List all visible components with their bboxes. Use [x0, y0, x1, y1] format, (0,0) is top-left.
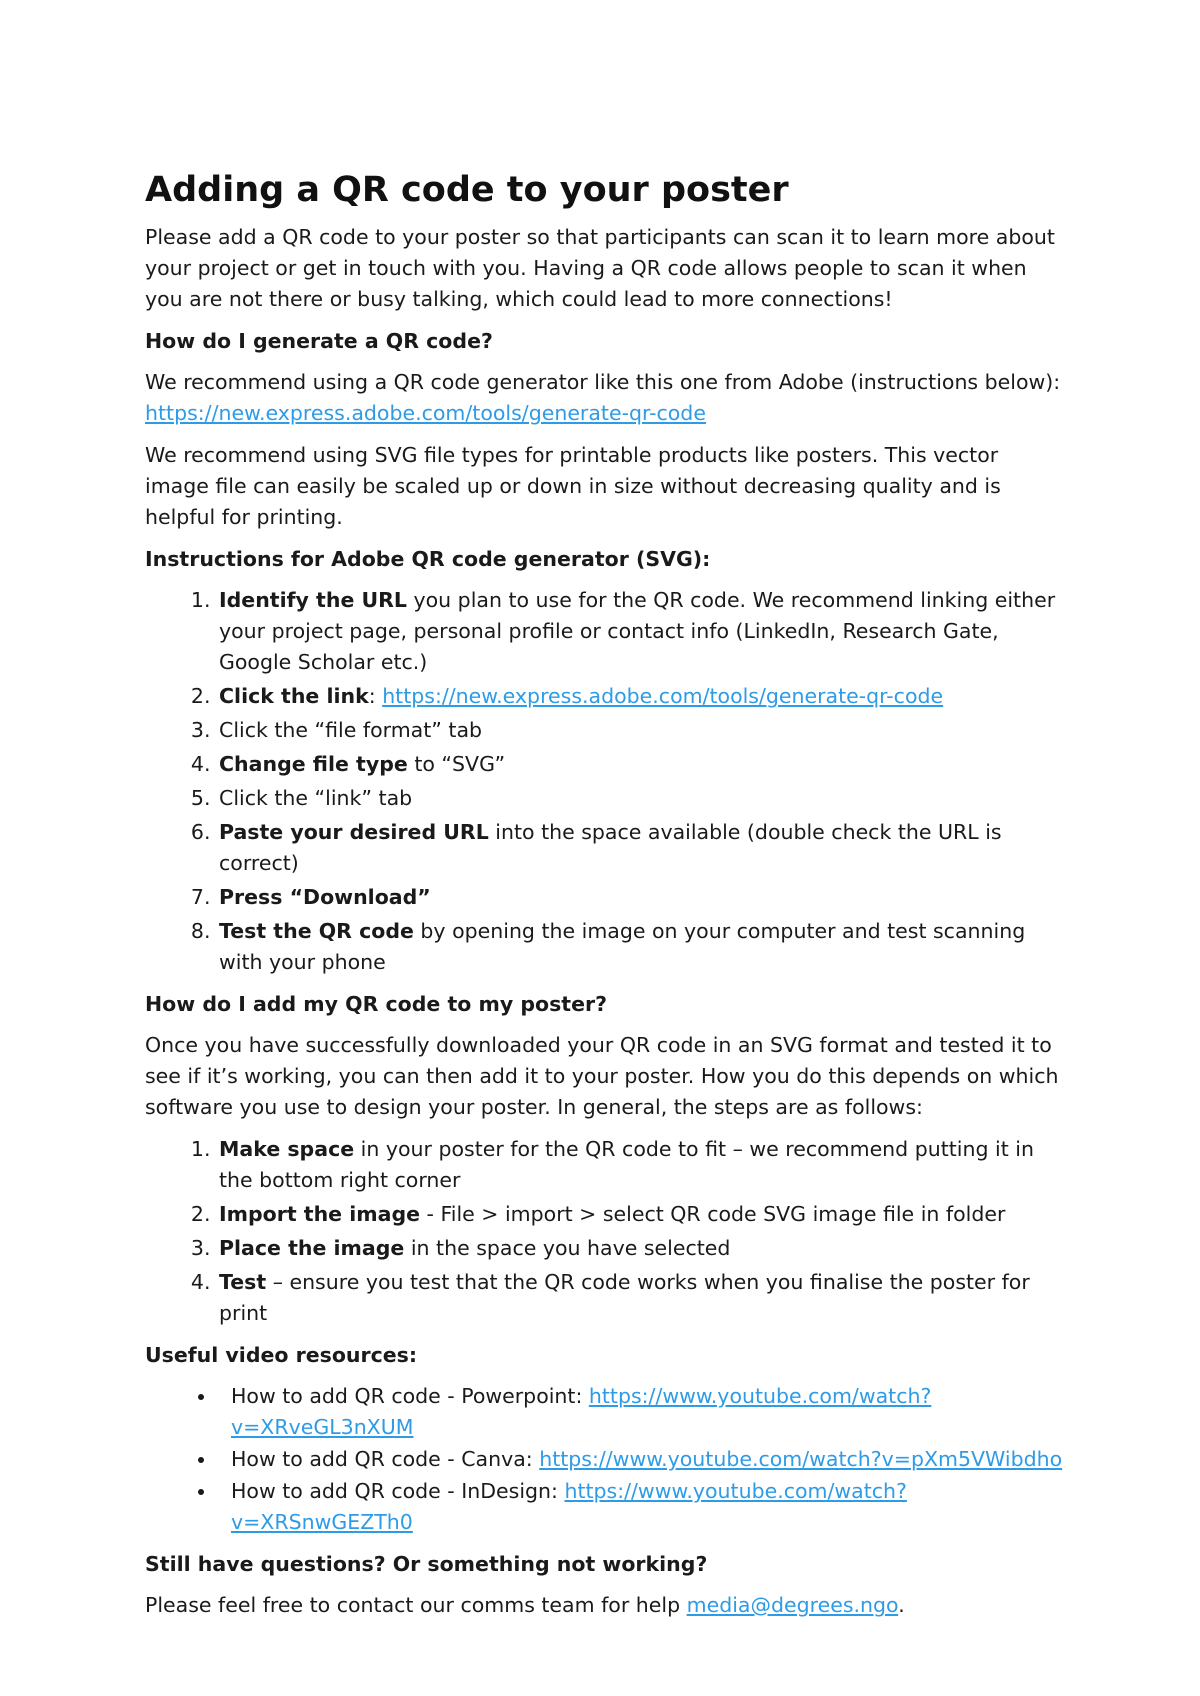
list-item	[217, 749, 1065, 780]
add-steps-list	[145, 1134, 1065, 1329]
list-item	[217, 1381, 1065, 1443]
step-text: into the space available (double check the URL is correct)	[219, 820, 1002, 875]
adobe-generator-link[interactable]: https://new.express.adobe.com/tools/generate-qr-code	[145, 401, 706, 425]
document-page	[145, 168, 1065, 1632]
list-item	[217, 681, 1065, 712]
svg-note-paragraph: We recommend using SVG file types for printable products like posters. This vector image file can easily be scaled up or down in size without decreasing quality and is helpful for printing.	[145, 443, 1001, 529]
video-link-powerpoint[interactable]: https://www.youtube.com/watch?v=XRveGL3nXUM	[231, 1384, 932, 1439]
video-label: How to add QR code - InDesign:	[231, 1479, 565, 1503]
list-item	[217, 1199, 1065, 1230]
step-bold: Click the link	[219, 684, 369, 708]
list-item	[217, 882, 1065, 913]
video-link-indesign[interactable]: https://www.youtube.com/watch?v=XRSnwGEZTh0	[231, 1479, 907, 1534]
step-text: you plan to use for the QR code. We recommend linking either your project page, personal profile or contact info (LinkedIn, Research Gate, Google Scholar etc.)	[219, 588, 1056, 674]
list-item	[217, 1444, 1065, 1475]
list-item	[217, 1233, 1065, 1264]
step-bold: Test the QR code	[219, 919, 414, 943]
generate-heading: How do I generate a QR code?	[145, 329, 493, 353]
step-text: Click the “file format” tab	[219, 718, 483, 742]
instructions-list	[145, 585, 1065, 978]
recommend-paragraph	[145, 367, 1065, 429]
step-bold: Identify the URL	[219, 588, 407, 612]
add-heading: How do I add my QR code to my poster?	[145, 992, 608, 1016]
video-label: How to add QR code - Powerpoint:	[231, 1384, 589, 1408]
step-text: – ensure you test that the QR code works when you finalise the poster for print	[219, 1270, 1030, 1325]
step-bold: Change file type	[219, 752, 408, 776]
videos-list	[145, 1381, 1065, 1538]
step-bold: Press “Download”	[219, 885, 431, 909]
step-text: in your poster for the QR code to fit – we recommend putting it in the bottom right corner	[219, 1137, 1034, 1192]
email-link[interactable]: media@degrees.ngo	[686, 1593, 899, 1617]
list-item	[217, 1134, 1065, 1196]
step-text: in the space you have selected	[404, 1236, 731, 1260]
questions-text: Please feel free to contact our comms team for help	[145, 1593, 687, 1617]
page-title: Adding a QR code to your poster	[145, 170, 789, 210]
list-item	[217, 783, 1065, 814]
list-item	[217, 585, 1065, 678]
list-item	[217, 1476, 1065, 1538]
list-item	[217, 1267, 1065, 1329]
list-item	[217, 916, 1065, 978]
instructions-heading: Instructions for Adobe QR code generator (SVG):	[145, 547, 711, 571]
step-bold: Test	[219, 1270, 267, 1294]
videos-heading: Useful video resources:	[145, 1343, 418, 1367]
questions-paragraph	[145, 1590, 1065, 1621]
step-text: - File > import > select QR code SVG image file in folder	[420, 1202, 1006, 1226]
step-bold: Place the image	[219, 1236, 405, 1260]
step-bold: Paste your desired URL	[219, 820, 489, 844]
add-intro-paragraph: Once you have successfully downloaded your QR code in an SVG format and tested it to see if it’s working, you can then add it to your poster. How you do this depends on which software you use to design your poster. In general, the steps are as follows:	[145, 1033, 1059, 1119]
step-text: by opening the image on your computer and test scanning with your phone	[219, 919, 1026, 974]
list-item	[217, 715, 1065, 746]
recommend-text: We recommend using a QR code generator like this one from Adobe (instructions below):	[145, 370, 1061, 394]
step-text: to “SVG”	[407, 752, 506, 776]
step-bold: Make space	[219, 1137, 355, 1161]
step-bold: Import the image	[219, 1202, 421, 1226]
video-label: How to add QR code - Canva:	[231, 1447, 540, 1471]
questions-trailing: .	[898, 1593, 905, 1617]
questions-heading: Still have questions? Or something not working?	[145, 1552, 708, 1576]
intro-paragraph: Please add a QR code to your poster so that participants can scan it to learn more about your project or get in touch with you. Having a QR code allows people to scan it when you are not there or busy talking, which could lead to more connections!	[145, 225, 1055, 311]
video-link-canva[interactable]: https://www.youtube.com/watch?v=pXm5VWibdho	[539, 1447, 1063, 1471]
step-text: Click the “link” tab	[219, 786, 413, 810]
step-text: :	[368, 684, 383, 708]
step-link[interactable]: https://new.express.adobe.com/tools/generate-qr-code	[382, 684, 944, 708]
list-item	[217, 817, 1065, 879]
